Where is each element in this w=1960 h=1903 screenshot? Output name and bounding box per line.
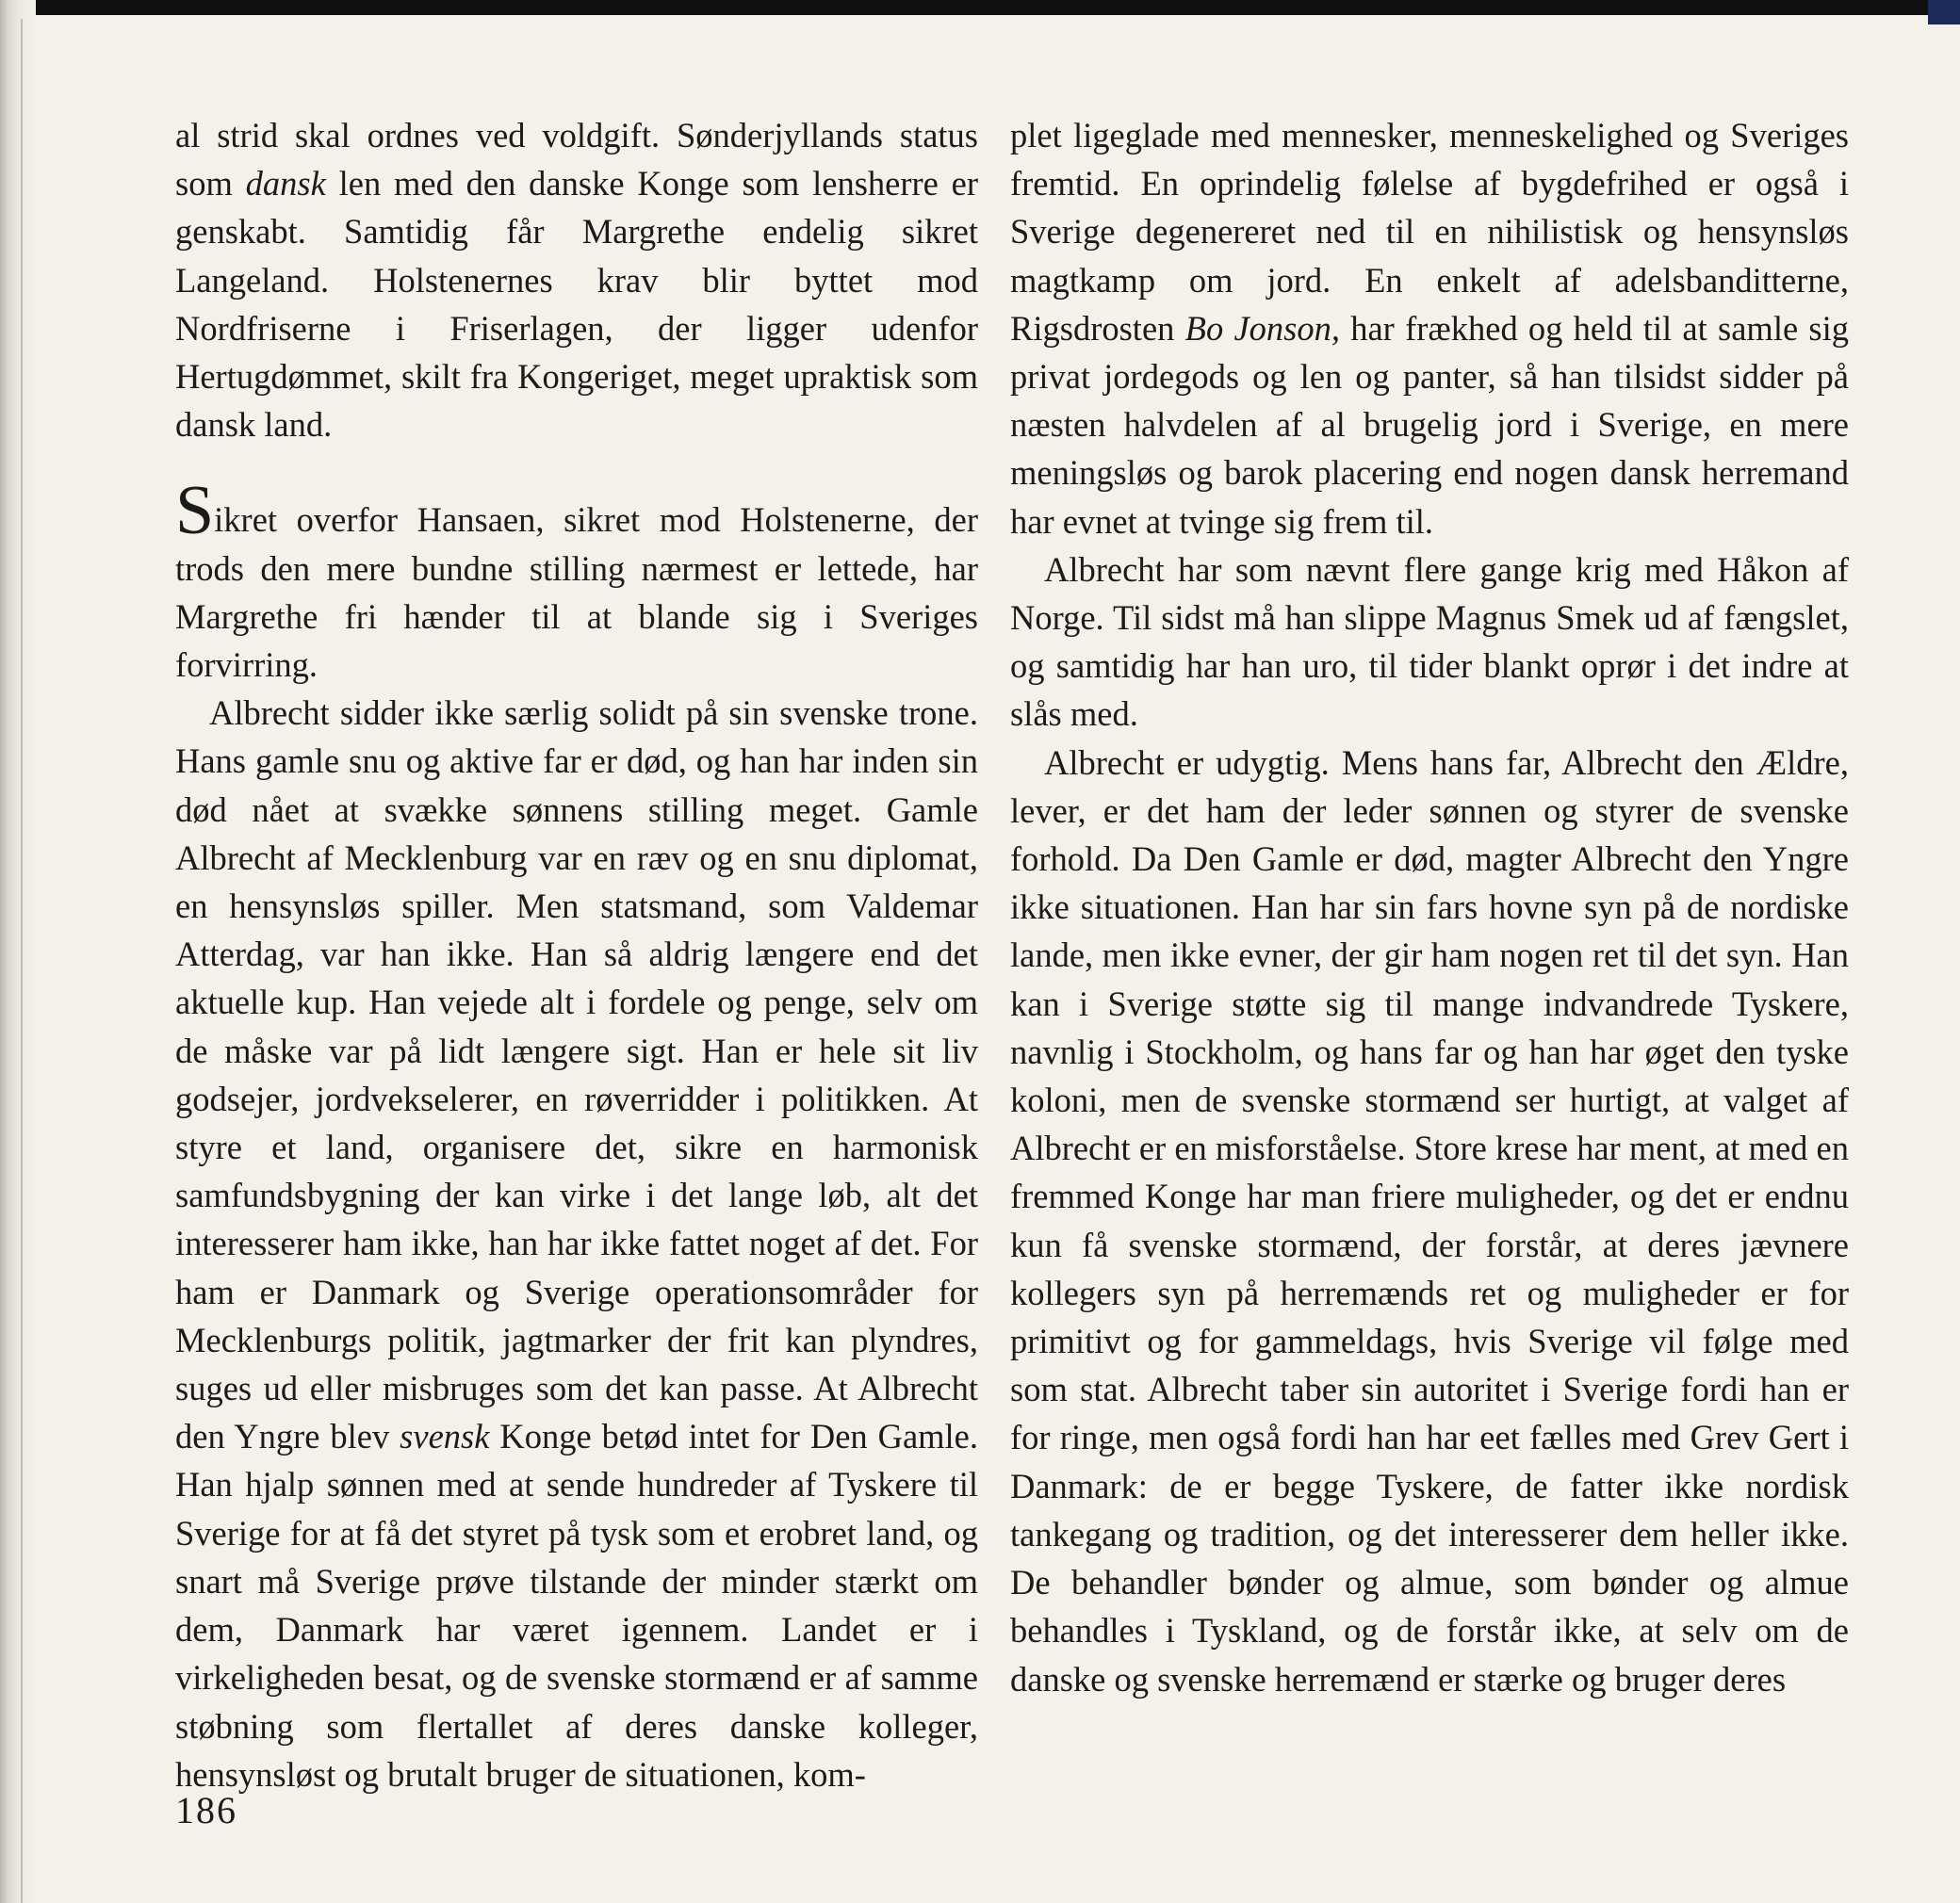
paragraph bbox=[1010, 111, 1849, 545]
paragraph-text: ikret overfor Hansaen, sikret mod Holstenerne, der trods den mere bundne stilling nærmest er lettede, har Margrethe fri hænder til at blande sig i Sveriges forvirring. bbox=[175, 500, 978, 685]
paragraph bbox=[1010, 739, 1849, 1703]
paragraph-text: plet ligeglade med mennesker, menneskelighed og Sveriges fremtid. En oprindelig følelse af bygdefrihed er også i Sverige degenereret ned til en nihilistisk og hensynsløs magtkamp om jord. En enkelt af adelsbanditterne, Rigsdrosten bbox=[1010, 116, 1849, 348]
paragraph-text: len med den danske Konge som lensherre er genskabt. Samtidig får Margrethe endelig sikret Langeland. Holstenernes krav blir byttet mod Nordfriserne i Friserlagen, der ligger udenfor Hertugdømmet, skilt fra Kongeriget, meget upraktisk som dansk land. bbox=[175, 164, 979, 445]
drop-cap: S bbox=[175, 472, 215, 550]
paragraph-text: Albrecht har som nævnt flere gange krig med Håkon af Norge. Til sidst må han slippe Magnus Smek ud af fængslet, og samtidig har han uro, til tider blankt oprør i det indre at slås med. bbox=[1010, 549, 1849, 734]
section-paragraph bbox=[175, 472, 978, 689]
italic-name: Bo Jonson, bbox=[1184, 308, 1340, 348]
book-spine-edge bbox=[0, 0, 36, 1903]
paragraph-text: har frækhed og held til at samle sig privat jordegods og len og panter, så han tilsidst sidder på næsten halvdelen af al brugelig jord i Sverige, en mere meningsløs og barok placering end nogen dansk herremand har evnet at tvinge sig frem til. bbox=[1010, 308, 1849, 541]
italic-word: svensk bbox=[400, 1417, 490, 1456]
page-number: 186 bbox=[175, 1789, 237, 1831]
right-text-column bbox=[1010, 111, 1849, 1703]
italic-word: dansk bbox=[245, 164, 326, 203]
paragraph-text: Albrecht sidder ikke særlig solidt på sin svenske trone. Hans gamle snu og aktive far er død, og han har inden sin død nået at svække sønnens stilling meget. Gamle Albrecht af Mecklenburg var en ræv og en snu diplomat, en hensynsløs spiller. Men statsmand, som Valdemar Atterdag, var han ikke. Han så aldrig længere end det aktuelle kup. Han vejede alt i fordele og penge, selv om de måske var på lidt længere sigt. Han er hele sit liv godsejer, jordvekselerer, en røverridder i politikken. At styre et land, organisere det, sikre en harmonisk samfundsbygning der kan virke i det lange løb, alt det interesserer ham ikke, han har ikke fattet noget af det. For ham er Danmark og Sverige operationsområder for Mecklenburgs politik, jagtmarker der frit kan plyndres, suges ud eller misbruges som det kan passe. At Albrecht den Yngre blev bbox=[175, 693, 978, 1456]
top-edge-bar bbox=[0, 0, 1960, 15]
paragraph bbox=[175, 111, 978, 448]
paragraph-text: Albrecht er udygtig. Mens hans far, Albrecht den Ældre, lever, er det ham der leder sønnen og styrer de svenske forhold. Da Den Gamle er død, magter Albrecht den Yngre ikke situationen. Han har sin fars hovne syn på de nordiske lande, men ikke evner, der gir ham nogen ret til det syn. Han kan i Sverige støtte sig til mange indvandrede Tyskere, navnlig i Stockholm, og hans far og han har øget den tyske koloni, men de svenske stormænd ser hurtigt, at valget af Albrecht er en misforståelse. Store krese har ment, at med en fremmed Konge har man friere muligheder, og det er endnu kun få svenske stormænd, der forstår, at deres jævnere kollegers syn på herremænds ret og muligheder er for primitivt og for gammeldags, hvis Sverige vil følge med som stat. Albrecht taber sin autoritet i Sverige fordi han er for ringe, men også fordi han har eet fælles med Grev Gert i Danmark: de er begge Tyskere, de fatter ikke nordisk tankegang og tradition, og det interesserer dem heller ikke. De behandler bønder og almue, som bønder og almue behandles i Tyskland, og de forstår ikke, at selv om de danske og svenske herremænd er stærke og bruger deres bbox=[1010, 742, 1849, 1699]
paragraph bbox=[175, 689, 978, 1798]
spine-crease bbox=[21, 19, 23, 1903]
paragraph-text: al strid skal ordnes ved voldgift. Sønderjyllands status som bbox=[175, 116, 978, 203]
paragraph bbox=[1010, 545, 1849, 739]
left-text-column bbox=[175, 111, 978, 1798]
top-right-tab bbox=[1928, 0, 1960, 24]
paragraph-text: Konge betød intet for Den Gamle. Han hjalp sønnen med at sende hundreder af Tyskere til Sverige for at få det styret på tysk som et erobret land, og snart må Sverige prøve tilstande der minder stærkt om dem, Danmark har været igennem. Landet er i virkeligheden besat, og de svenske stormænd er af samme støbning som flertallet af deres danske kolleger, hensynsløst og brutalt bruger de situationen, kom- bbox=[175, 1417, 979, 1794]
